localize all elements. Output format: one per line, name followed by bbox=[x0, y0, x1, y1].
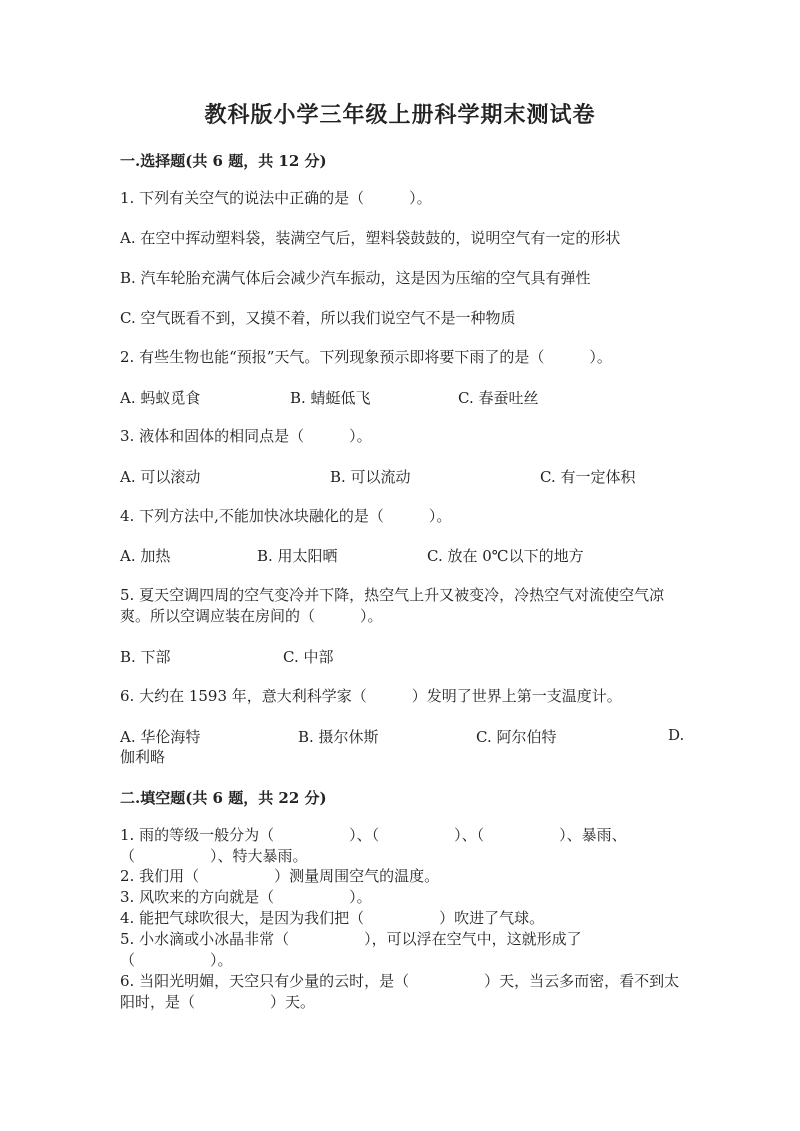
question-3-option-b: B. 可以流动 bbox=[330, 468, 411, 486]
question-4-option-a: A. 加热 bbox=[120, 547, 171, 565]
question-4-option-b: B. 用太阳晒 bbox=[257, 547, 338, 565]
question-2-option-a: A. 蚂蚁觅食 bbox=[120, 389, 201, 407]
question-1-stem: 1. 下列有关空气的说法中正确的是（ ）。 bbox=[120, 189, 432, 207]
question-6-stem: 6. 大约在 1593 年，意大利科学家（ ）发明了世界上第一支温度计。 bbox=[120, 687, 622, 705]
fill-question-1: 1. 雨的等级一般分为（ ）、（ ）、（ ）、暴雨、（ ）、特大暴雨。 bbox=[120, 826, 627, 865]
fill-question-2: 2. 我们用（ ）测量周围空气的温度。 bbox=[120, 867, 440, 885]
question-1-option-b: B. 汽车轮胎充满气体后会减少汽车振动，这是因为压缩的空气具有弹性 bbox=[120, 269, 591, 287]
fill-question-3: 3. 风吹来的方向就是（ ）。 bbox=[120, 888, 372, 906]
question-1-option-c: C. 空气既看不到，又摸不着，所以我们说空气不是一种物质 bbox=[120, 309, 516, 327]
question-4-option-c: C. 放在 0℃以下的地方 bbox=[427, 547, 584, 565]
section-heading-choice: 一.选择题(共 6 题，共 12 分) bbox=[120, 152, 327, 170]
question-1-option-a: A. 在空中挥动塑料袋，装满空气后，塑料袋鼓鼓的，说明空气有一定的形状 bbox=[120, 229, 621, 247]
question-2-stem: 2. 有些生物也能“预报”天气。下列现象预示即将要下雨了的是（ ）。 bbox=[120, 348, 612, 366]
question-3-option-c: C. 有一定体积 bbox=[540, 468, 636, 486]
question-6-option-d: D. bbox=[668, 726, 685, 744]
question-6-option-a: A. 华伦海特 bbox=[120, 728, 201, 746]
page-title: 教科版小学三年级上册科学期末测试卷 bbox=[204, 102, 596, 128]
question-5-stem: 5. 夏天空调四周的空气变冷并下降，热空气上升又被变冷，冷热空气对流使空气凉爽。所以空调应装在房间的（ ）。 bbox=[120, 586, 665, 625]
question-3-option-a: A. 可以滚动 bbox=[120, 468, 201, 486]
question-6-option-d-text: 伽利略 bbox=[120, 748, 166, 766]
question-2-option-b: B. 蜻蜓低飞 bbox=[290, 389, 371, 407]
fill-question-4: 4. 能把气球吹很大，是因为我们把（ ）吹进了气球。 bbox=[120, 909, 545, 927]
fill-question-5: 5. 小水滴或小冰晶非常（ ），可以浮在空气中，这就形成了（ ）。 bbox=[120, 930, 582, 969]
question-5-option-b: B. 下部 bbox=[120, 648, 171, 666]
section-heading-fill: 二.填空题(共 6 题，共 22 分) bbox=[120, 789, 327, 807]
question-3-stem: 3. 液体和固体的相同点是（ ）。 bbox=[120, 427, 372, 445]
question-6-option-b: B. 摄尔休斯 bbox=[298, 728, 379, 746]
question-4-stem: 4. 下列方法中,不能加快冰块融化的是（ ）。 bbox=[120, 507, 452, 525]
question-6-option-c: C. 阿尔伯特 bbox=[476, 728, 557, 746]
fill-question-6: 6. 当阳光明媚，天空只有少量的云时，是（ ）天，当云多而密，看不到太阳时，是（ ）天。 bbox=[120, 972, 680, 1011]
question-5-option-c: C. 中部 bbox=[283, 648, 334, 666]
question-2-option-c: C. 春蚕吐丝 bbox=[458, 389, 539, 407]
